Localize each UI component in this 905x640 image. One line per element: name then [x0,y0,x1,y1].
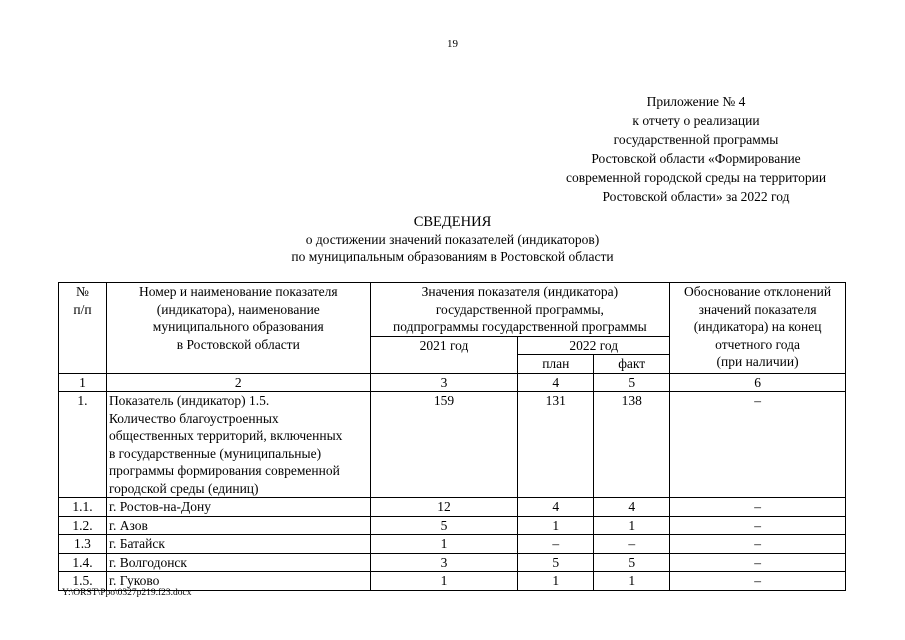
row-plan: 1 [518,572,594,591]
row-num: 1.5. [59,572,107,591]
row-num: 1.4. [59,553,107,572]
heading-line: о достижении значений показателей (индикаторов) [305,232,600,247]
row-reason: – [670,572,846,591]
heading-line: по муниципальным образованиям в Ростовской области [291,249,614,264]
row-num: 1.3 [59,535,107,554]
row-fact: 138 [594,392,670,498]
row-reason: – [670,516,846,535]
header-year-2021: 2021 год [370,336,518,373]
row-name: Показатель (индикатор) 1.5. Количество благоустроенных общественных территорий, включенных в государственные (муниципальные) программы формирования современной городской среды (единиц) [106,392,370,498]
file-path-footer: Y:\ORST\Ppo\0327p219.f23.docx [62,588,192,598]
table-row [59,553,846,572]
appendix-line: к отчету о реализации [632,113,760,128]
row-value-2021: 1 [370,535,518,554]
page-number: 19 [447,38,458,50]
column-numbers-row [59,373,846,392]
header-year-2022: 2022 год [518,336,670,355]
document-heading [0,214,905,265]
row-fact: 1 [594,572,670,591]
heading-title: СВЕДЕНИЯ [413,214,492,230]
row-name: г. Батайск [106,535,370,554]
header-name: Номер и наименование показателя (индикатора), наименование муниципального образования в Ростовской области [106,283,370,374]
table-row [59,516,846,535]
row-reason: – [670,535,846,554]
row-fact: 1 [594,516,670,535]
column-number: 4 [518,373,594,392]
column-number: 1 [59,373,107,392]
row-plan: 1 [518,516,594,535]
header-num: № п/п [59,283,107,374]
indicators-table [58,282,846,591]
row-name: г. Волгодонск [106,553,370,572]
column-number: 5 [594,373,670,392]
appendix-line: государственной программы [613,132,779,147]
row-plan: 5 [518,553,594,572]
column-number: 3 [370,373,518,392]
row-value-2021: 159 [370,392,518,498]
table-row [59,535,846,554]
row-value-2021: 12 [370,498,518,517]
row-reason: – [670,553,846,572]
row-num: 1.1. [59,498,107,517]
appendix-line: Ростовской области «Формирование [591,151,801,166]
row-value-2021: 1 [370,572,518,591]
column-number: 2 [106,373,370,392]
row-fact: – [594,535,670,554]
row-fact: 4 [594,498,670,517]
appendix-line: современной городской среды на территории [565,170,827,185]
row-name: г. Гуково [106,572,370,591]
row-fact: 5 [594,553,670,572]
header-values: Значения показателя (индикатора) государственной программы, подпрограммы государственной программы [370,283,670,337]
header-reason: Обоснование отклонений значений показателя (индикатора) на конец отчетного года (при наличии) [670,283,846,374]
row-num: 1.2. [59,516,107,535]
row-name: г. Азов [106,516,370,535]
table-row [59,498,846,517]
row-reason: – [670,498,846,517]
row-plan: 4 [518,498,594,517]
appendix-block [540,92,852,206]
appendix-line: Ростовской области» за 2022 год [602,189,790,204]
row-name: г. Ростов-на-Дону [106,498,370,517]
row-reason: – [670,392,846,498]
column-number: 6 [670,373,846,392]
header-fact: факт [594,355,670,374]
row-plan: – [518,535,594,554]
table-row [59,392,846,498]
row-plan: 131 [518,392,594,498]
header-plan: план [518,355,594,374]
row-value-2021: 3 [370,553,518,572]
appendix-line: Приложение № 4 [646,94,746,109]
row-value-2021: 5 [370,516,518,535]
row-num: 1. [59,392,107,498]
